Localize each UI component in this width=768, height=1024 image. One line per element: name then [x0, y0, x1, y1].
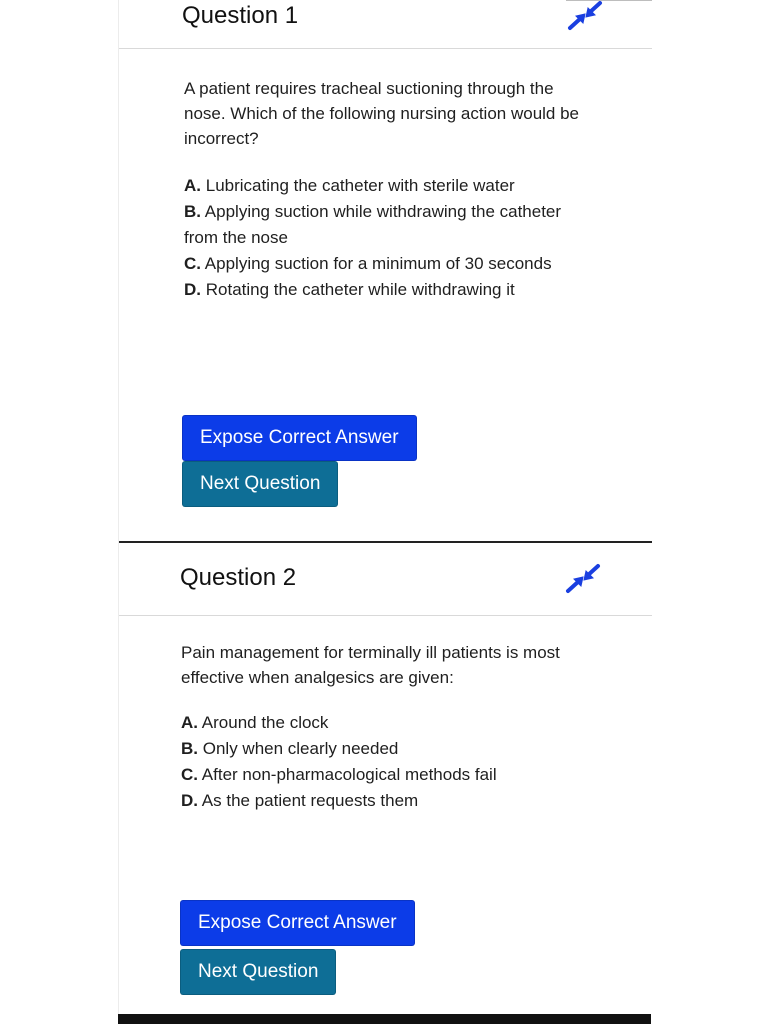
- option-text: After non-pharmacological methods fail: [201, 765, 497, 784]
- answer-option-d: [184, 277, 584, 303]
- next-question-button[interactable]: Next Question: [180, 949, 336, 995]
- option-letter: C.: [181, 765, 198, 784]
- collapse-arrows-icon: [566, 0, 604, 34]
- question-text: A patient requires tracheal suctioning through the nose. Which of the following nursing action would be incorrect?: [184, 79, 580, 148]
- question-card-2: [119, 545, 652, 1014]
- collapse-button[interactable]: [566, 0, 604, 34]
- option-letter: A.: [184, 176, 201, 195]
- option-letter: B.: [181, 739, 198, 758]
- question-header: [119, 545, 652, 616]
- option-text: Only when clearly needed: [202, 739, 399, 758]
- question-header: [119, 0, 652, 49]
- option-text: Applying suction for a minimum of 30 seconds: [204, 254, 552, 273]
- answer-options: [181, 710, 601, 814]
- answer-option-d: [181, 788, 601, 814]
- option-text: Rotating the catheter while withdrawing it: [205, 280, 515, 299]
- quiz-page: [118, 0, 652, 1014]
- answer-option-b: [184, 199, 584, 251]
- option-letter: B.: [184, 202, 201, 221]
- option-text: Applying suction while withdrawing the catheter from the nose: [184, 202, 562, 247]
- answer-option-b: [181, 736, 601, 762]
- next-question-button[interactable]: Next Question: [182, 461, 338, 507]
- option-letter: A.: [181, 713, 198, 732]
- answer-option-c: [181, 762, 601, 788]
- option-text: Around the clock: [201, 713, 329, 732]
- option-text: Lubricating the catheter with sterile water: [205, 176, 515, 195]
- question-card-1: [119, 0, 652, 542]
- collapse-arrows-icon: [564, 563, 602, 597]
- question-text: Pain management for terminally ill patients is most effective when analgesics are given:: [181, 643, 560, 687]
- option-letter: D.: [184, 280, 201, 299]
- card-divider: [119, 541, 652, 543]
- option-text: As the patient requests them: [201, 791, 419, 810]
- bottom-bar: [118, 1014, 651, 1024]
- option-letter: C.: [184, 254, 201, 273]
- answer-option-c: [184, 251, 584, 277]
- collapse-button[interactable]: [564, 563, 602, 597]
- expose-correct-answer-button[interactable]: Expose Correct Answer: [180, 900, 415, 946]
- answer-options: [184, 173, 584, 303]
- question-title: Question 1: [182, 2, 299, 29]
- answer-option-a: [181, 710, 601, 736]
- option-letter: D.: [181, 791, 198, 810]
- answer-option-a: [184, 173, 584, 199]
- expose-correct-answer-button[interactable]: Expose Correct Answer: [182, 415, 417, 461]
- question-title: Question 2: [180, 564, 297, 591]
